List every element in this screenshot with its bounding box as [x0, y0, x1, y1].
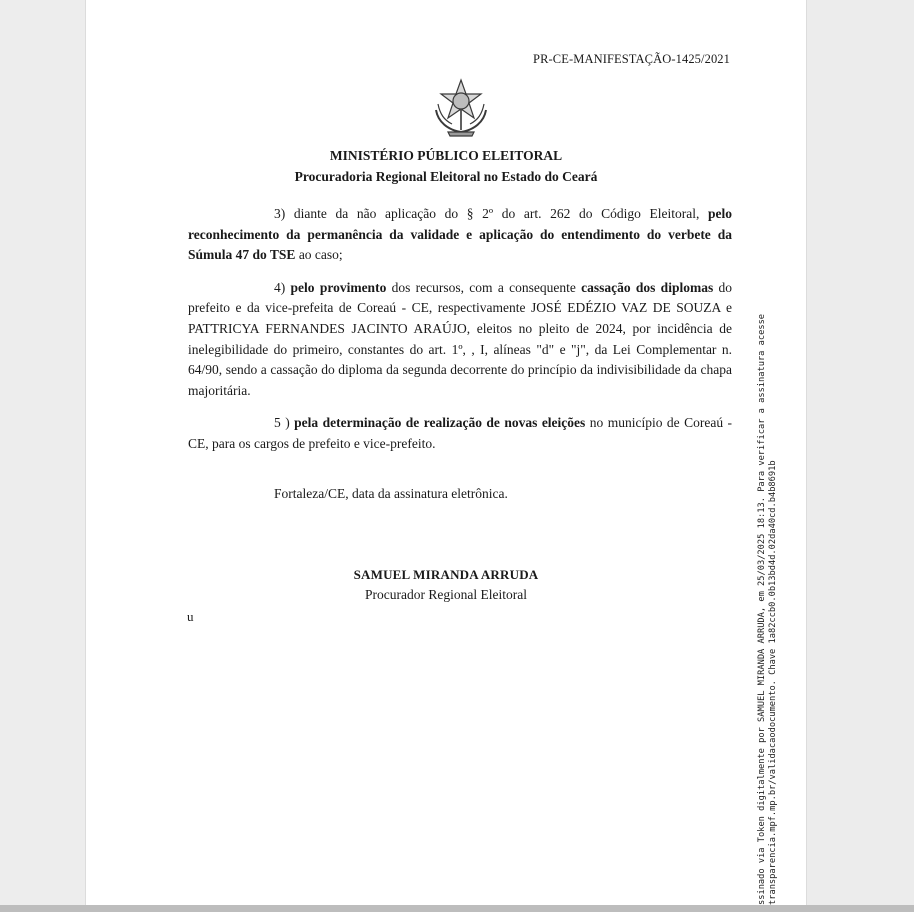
paragraph-4-bold-2: cassação dos diplomas	[581, 279, 714, 295]
paragraph-4	[188, 278, 732, 402]
paragraph-3-text-2: ao caso;	[295, 247, 343, 263]
organization-name: MINISTÉRIO PÚBLICO ELEITORAL	[329, 148, 563, 163]
paragraph-5	[188, 413, 732, 454]
paragraph-5-text-1: 5 )	[274, 415, 295, 431]
paragraph-3-bold-1: pelo reconhecimento da permanência da validade e aplicação do entendimento do verbete da Súmula 47 do TSE	[188, 206, 732, 263]
digital-signature-note	[757, 245, 803, 905]
document-id: PR-CE-MANIFESTAÇÃO-1425/2021	[533, 52, 730, 66]
document-page	[86, 0, 806, 905]
paragraph-5-bold-1: pela determinação de realização de novas eleições	[294, 415, 586, 431]
document-body	[188, 204, 732, 467]
paragraph-5-text-2: no município de Coreaú - CE, para os cargos de prefeito e vice-prefeito.	[188, 415, 733, 451]
brazil-coat-of-arms-icon	[428, 74, 494, 140]
signer-role: Procurador Regional Eleitoral	[365, 587, 527, 602]
closing-line: Fortaleza/CE, data da assinatura eletrônica.	[274, 486, 508, 501]
organization-department: Procuradoria Regional Eleitoral no Estado do Ceará	[294, 169, 598, 184]
paragraph-4-text-3: do prefeito e da vice-prefeita de Coreaú - CE, respectivamente JOSÉ EDÉZIO VAZ DE SOUZA e PATTRICYA FERNANDES JACINTO ARAÚJO, eleitos no pleito de 2024, por incidência de inelegibilidade do primeiro, constantes do art. 1º, , I, alíneas "d" e "j", da Lei Complementar n. 64/90, sendo a cassação do diploma da segunda decorrente do princípio da indivisibilidade da chapa majoritária.	[188, 279, 732, 398]
right-background	[806, 0, 914, 912]
paragraph-3	[188, 204, 732, 266]
signer-name: SAMUEL MIRANDA ARRUDA	[353, 567, 539, 582]
stray-character: u	[187, 609, 194, 624]
paragraph-3-text-1: 3) diante da não aplicação do § 2º do art. 262 do Código Eleitoral,	[274, 206, 708, 221]
paragraph-4-bold-1: pelo provimento	[290, 279, 387, 295]
signature-note-line-1: ssinado via Token digitalmente por SAMUEL MIRANDA ARRUDA, em 25/03/2025 18:13. Para verificar a assinatura acesse	[757, 313, 767, 905]
left-background	[0, 0, 86, 912]
paragraph-4-text-1: 4)	[274, 279, 291, 295]
bottom-bar	[0, 905, 914, 912]
signature-note-line-2: transparencia.mpf.mp.br/validacaodocumento. Chave 1a82ccb0.0b13bd4d.02da40cd.b4b8691b	[768, 460, 778, 905]
paragraph-4-text-2: dos recursos, com a consequente	[386, 279, 582, 295]
